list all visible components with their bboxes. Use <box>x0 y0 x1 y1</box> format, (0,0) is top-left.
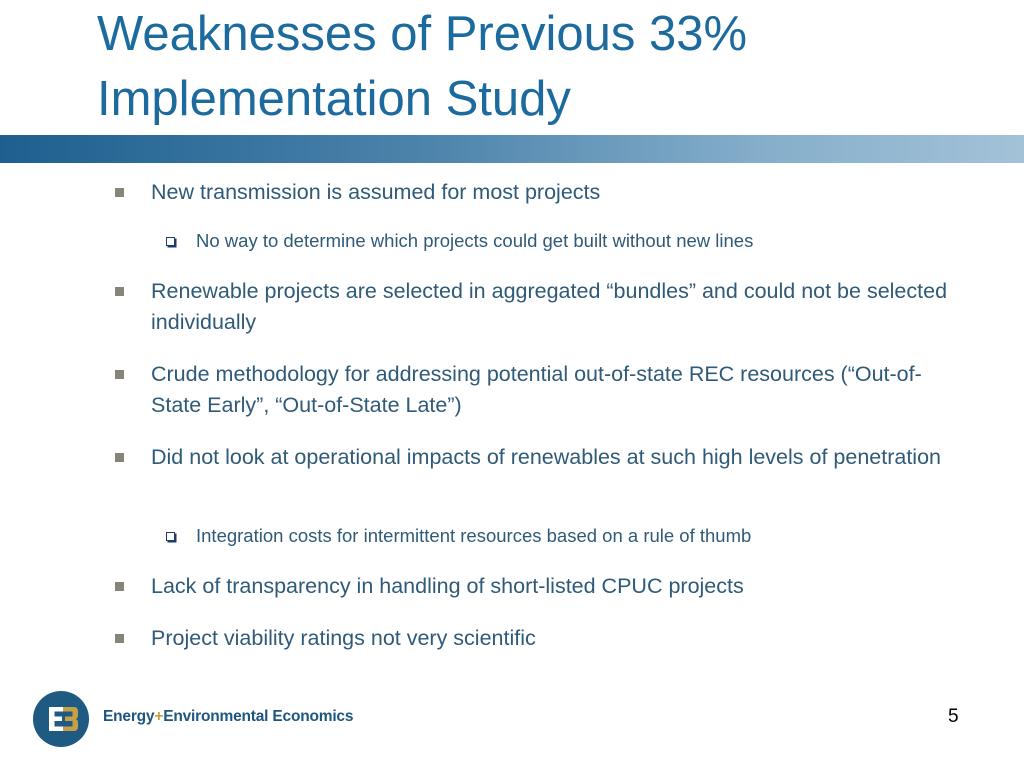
bullet-text: Did not look at operational impacts of renewables at such high levels of penetration <box>151 445 941 469</box>
bullet-item <box>151 623 971 654</box>
bullet-text: Crude methodology for addressing potential out-of-state REC resources (“Out-of-State Early”, “Out-of-State Late”) <box>151 362 922 417</box>
company-name-part-2: Environmental Economics <box>163 708 354 725</box>
company-name-part-1: Energy <box>103 708 155 725</box>
bullet-text: Project viability ratings not very scientific <box>151 626 536 650</box>
square-bullet-icon <box>115 370 124 379</box>
square-bullet-icon <box>115 582 124 591</box>
square-bullet-icon <box>115 634 124 643</box>
bullet-item <box>151 571 971 602</box>
bullet-item <box>151 177 971 208</box>
hollow-square-bullet-icon <box>166 532 175 541</box>
sub-bullet-text: No way to determine which projects could get built without new lines <box>196 230 754 251</box>
hollow-square-bullet-icon <box>166 237 175 246</box>
slide-title <box>97 2 997 132</box>
plus-sign: + <box>154 708 164 725</box>
bullet-text: Lack of transparency in handling of short-listed CPUC projects <box>151 574 744 598</box>
page-number: 5 <box>948 706 959 727</box>
sub-bullet-text: Integration costs for intermittent resources based on a rule of thumb <box>196 525 752 546</box>
bullet-item <box>151 359 971 421</box>
slide-title-line-2: Implementation Study <box>97 72 571 126</box>
sub-bullet-item <box>196 229 976 253</box>
bullet-item <box>151 442 971 473</box>
company-name <box>103 708 353 726</box>
square-bullet-icon <box>115 453 124 462</box>
bullet-item <box>151 276 971 338</box>
e3-logo-icon <box>32 690 90 748</box>
title-divider-bar <box>0 135 1024 163</box>
square-bullet-icon <box>115 188 124 197</box>
bullet-text: Renewable projects are selected in aggregated “bundles” and could not be selected individually <box>151 279 948 334</box>
square-bullet-icon <box>115 287 124 296</box>
sub-bullet-item <box>196 524 976 548</box>
slide-title-line-1: Weaknesses of Previous 33% <box>97 7 748 61</box>
bullet-text: New transmission is assumed for most projects <box>151 180 601 204</box>
